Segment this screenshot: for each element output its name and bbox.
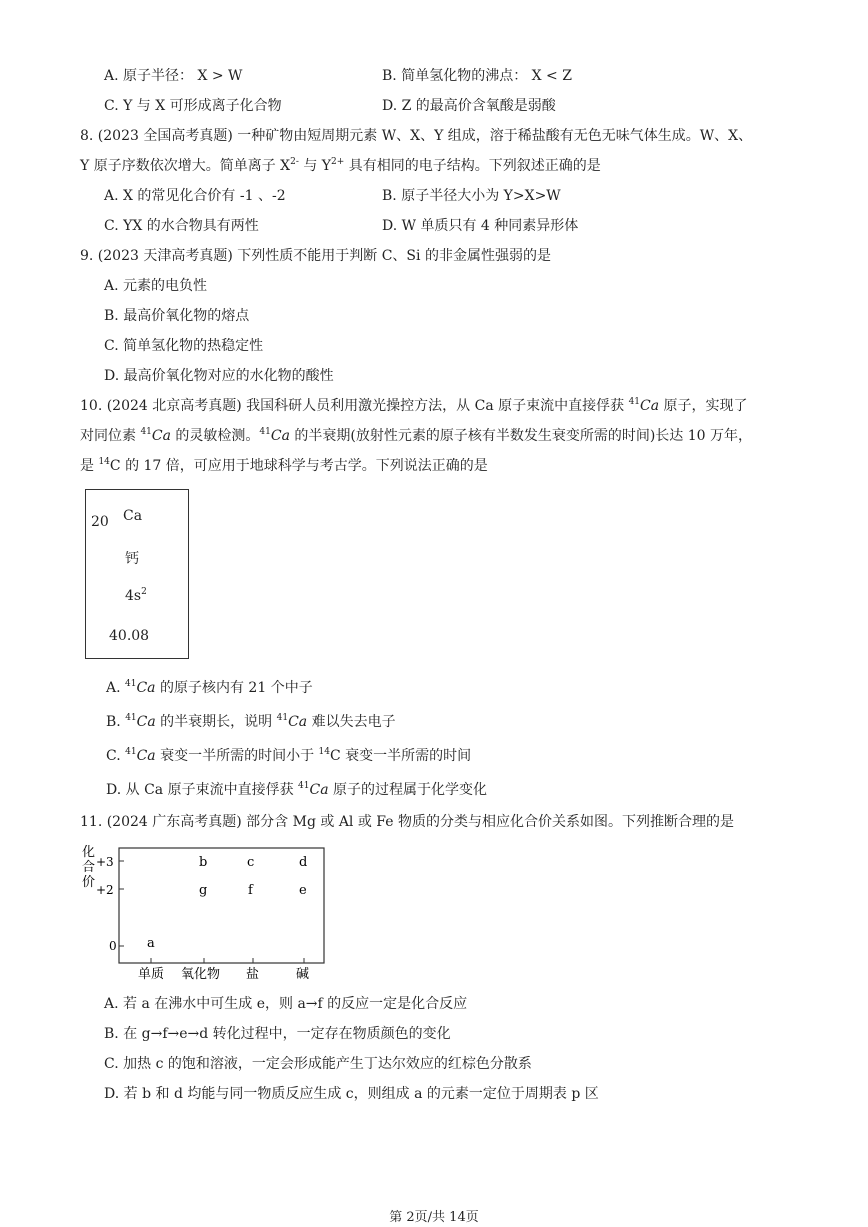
q10-mass-number: 41 (125, 713, 137, 723)
q10-option-b (106, 712, 396, 732)
q9-option-b: B. 最高价氧化物的熔点 (104, 308, 250, 324)
valence-class-chart (78, 842, 330, 982)
element-card-mass: 40.08 (109, 628, 150, 644)
q10-option-text: C 衰变一半所需的时间 (330, 748, 472, 764)
q10-option-text: 难以失去电子 (307, 714, 396, 730)
q11-stem: 11. (2024 广东高考真题) 部分含 Mg 或 Al 或 Fe 物质的分类与相应化合价关系如图。下列推断合理的是 (80, 814, 734, 830)
q11-option-d: D. 若 b 和 d 均能与同一物质反应生成 c，则组成 a 的元素一定位于周期表 p 区 (104, 1086, 599, 1102)
q10-mass-number: 41 (628, 397, 641, 407)
q10-element-symbol: Ca (136, 680, 156, 696)
q7-option-a: A. 原子半径： X > W (104, 68, 243, 84)
q10-option-text: 的原子核内有 21 个中子 (155, 680, 313, 696)
chart-point-a: a (147, 936, 155, 951)
q10-stem-part: 原子，实现了 (659, 398, 748, 414)
q10-stem-part: 10. (2024 北京高考真题) 我国科研人员利用激光操控方法，从 Ca 原子束流中直接俘获 (80, 398, 629, 414)
q7-option-c: C. Y 与 X 可形成离子化合物 (104, 98, 282, 114)
q11-option-b: B. 在 g→f→e→d 转化过程中，一定存在物质颜色的变化 (104, 1026, 451, 1042)
q10-option-c (106, 746, 471, 766)
q10-stem-part: 对同位素 (80, 428, 141, 444)
q10-stem-line3 (80, 456, 488, 476)
chart-point-e: e (299, 883, 307, 898)
chart-xtick-salt: 盐 (246, 967, 260, 982)
q9-option-a: A. 元素的电负性 (104, 278, 208, 294)
q9-option-c: C. 简单氢化物的热稳定性 (104, 338, 264, 354)
q10-mass-number: 41 (259, 427, 271, 437)
q10-mass-number: 41 (125, 747, 137, 757)
q10-option-a (106, 678, 313, 698)
q9-option-d: D. 最高价氧化物对应的水化物的酸性 (104, 368, 334, 384)
chart-point-d: d (299, 855, 308, 870)
element-card (85, 489, 189, 659)
q8-ion-charge-x: 2- (290, 157, 299, 167)
q10-option-text: 原子的过程属于化学变化 (328, 782, 488, 798)
q10-option-text: 的半衰期长，说明 (155, 714, 277, 730)
q10-stem-line2 (80, 426, 752, 446)
q10-option-label: B. (106, 714, 126, 730)
q10-stem-part: 的半衰期(放射性元素的原子核有半数发生衰变所需的时间)长达 10 万年， (289, 428, 753, 444)
element-card-config (125, 588, 147, 604)
q10-element-symbol: Ca (151, 428, 171, 444)
q10-mass-number: 41 (125, 679, 137, 689)
element-card-config-text: 4s (125, 588, 142, 604)
q10-element-symbol: Ca (136, 714, 156, 730)
chart-point-c: c (247, 855, 255, 870)
q10-stem-part: 是 (80, 458, 99, 474)
q8-stem-line2 (80, 156, 601, 176)
chart-point-b: b (199, 855, 208, 870)
element-card-name: 钙 (125, 551, 139, 567)
q11-option-c: C. 加热 c 的饱和溶液，一定会形成能产生丁达尔效应的红棕色分散系 (104, 1056, 532, 1072)
q9-stem: 9. (2023 天津高考真题) 下列性质不能用于判断 C、Si 的非金属性强弱的是 (80, 248, 551, 264)
q10-mass-number: 41 (298, 781, 310, 791)
q8-option-c: C. YX 的水合物具有两性 (104, 218, 259, 234)
q10-option-text: 衰变一半所需的时间小于 (155, 748, 319, 764)
q10-element-symbol: Ca (640, 398, 660, 414)
q10-element-symbol: Ca (136, 748, 156, 764)
q10-element-symbol: Ca (270, 428, 290, 444)
chart-point-g: g (199, 883, 208, 898)
q10-stem-line1 (80, 396, 748, 416)
chart-ytick-plus2: +2 (96, 883, 114, 897)
chart-xtick-element: 单质 (138, 967, 165, 982)
q8-option-a: A. X 的常见化合价有 -1 、-2 (104, 188, 286, 204)
chart-xtick-base: 碱 (296, 967, 310, 982)
q7-option-d: D. Z 的最高价含氧酸是弱酸 (382, 98, 556, 114)
q8-stem-part: 与 Y (298, 158, 332, 174)
q7-option-b: B. 简单氢化物的沸点： X < Z (382, 68, 572, 84)
q10-option-text: D. 从 Ca 原子束流中直接俘获 (106, 782, 299, 798)
chart-point-f: f (248, 883, 253, 898)
chart-ytick-zero: 0 (109, 939, 117, 953)
q8-option-b: B. 原子半径大小为 Y>X>W (382, 188, 561, 204)
q11-option-a: A. 若 a 在沸水中可生成 e，则 a→f 的反应一定是化合反应 (104, 996, 468, 1012)
chart-ylabel: 化合价 (82, 845, 96, 890)
q10-element-symbol: Ca (288, 714, 308, 730)
q8-ion-charge-y: 2+ (331, 157, 345, 167)
q10-option-label: C. (106, 748, 126, 764)
q10-mass-number: 41 (276, 713, 289, 723)
q10-mass-number: 41 (140, 427, 152, 437)
element-card-config-sup: 2 (141, 587, 147, 597)
q8-stem-line1: 8. (2023 全国高考真题) 一种矿物由短周期元素 W、X、Y 组成，溶于稀盐酸有无色无味气体生成。W、X、 (80, 128, 753, 144)
q10-c14-mass-number: 14 (98, 457, 110, 467)
chart-ytick-plus3: +3 (96, 855, 114, 869)
q8-option-d: D. W 单质只有 4 种同素异形体 (382, 218, 579, 234)
page-footer: 第 2页/共 14页 (389, 1210, 479, 1225)
q10-option-label: A. (106, 680, 126, 696)
element-card-atomic-number: 20 (91, 514, 109, 530)
q10-stem-part: C 的 17 倍，可应用于地球科学与考古学。下列说法正确的是 (109, 458, 488, 474)
element-card-symbol: Ca (123, 508, 143, 524)
q8-stem-part: Y 原子序数依次增大。简单离子 X (80, 158, 291, 174)
q10-element-symbol: Ca (309, 782, 329, 798)
q10-c14-mass-number: 14 (318, 747, 330, 757)
chart-xtick-oxide: 氧化物 (181, 967, 221, 982)
q8-stem-part: 具有相同的电子结构。下列叙述正确的是 (344, 158, 601, 174)
q10-stem-part: 的灵敏检测。 (170, 428, 260, 444)
q10-option-d (106, 780, 487, 800)
